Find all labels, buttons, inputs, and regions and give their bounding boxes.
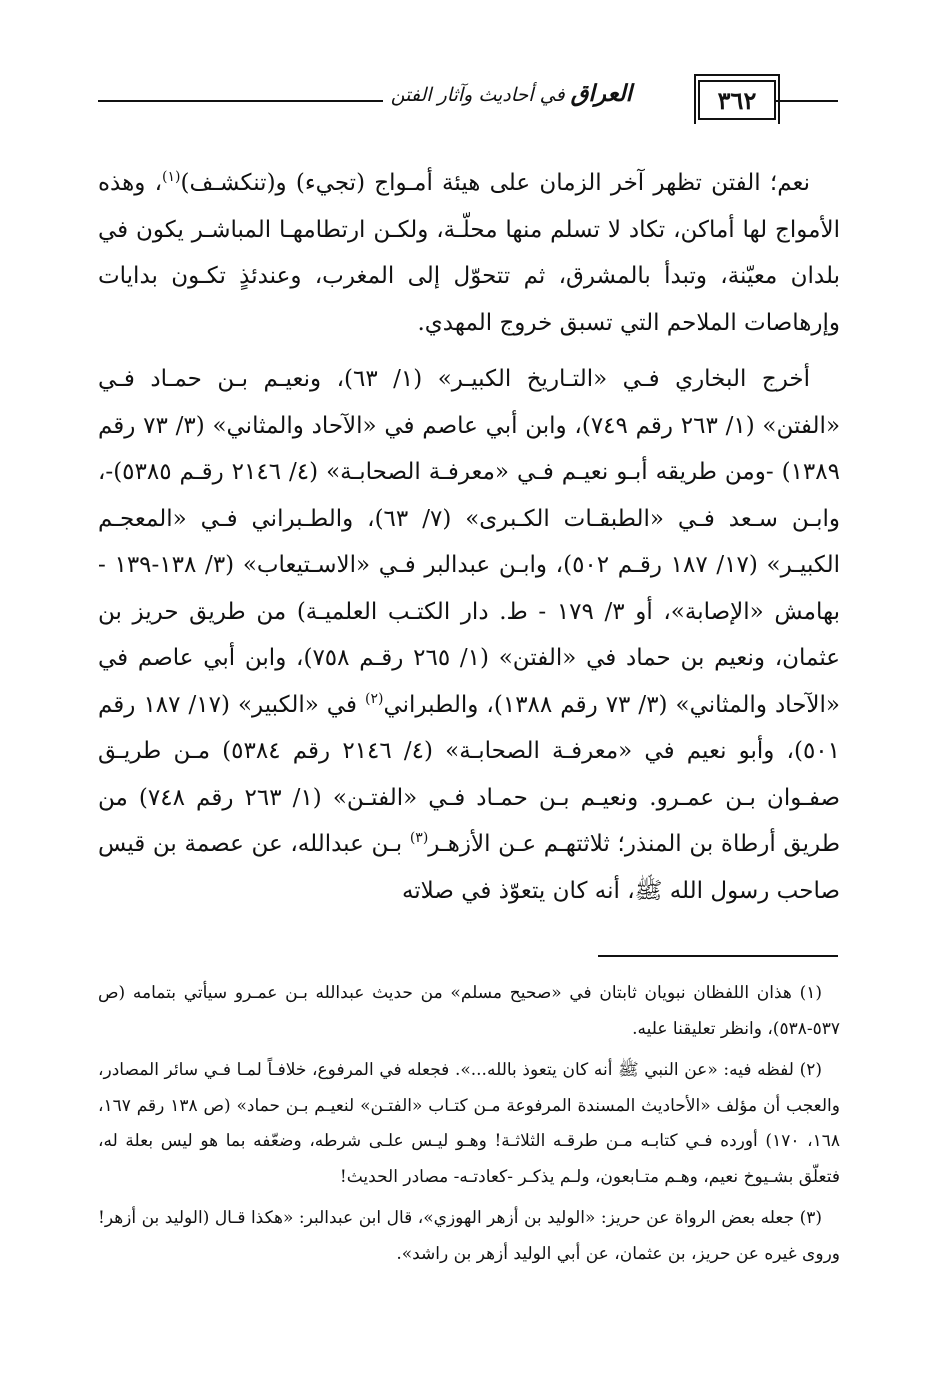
main-text (98, 160, 840, 914)
footnote-ref-1: (١) (162, 169, 181, 185)
paragraph-2 (98, 356, 840, 914)
footnote-1: (١) هذان اللفظان نبويان ثابتان في «صحيح مسلم» من حديث عبدالله بـن عمـرو سيأتي بتمامه (ص ٥٣٧-٥٣٨)، وانظر تعليقنا عليه. (98, 983, 840, 1039)
footnotes (98, 976, 840, 1278)
header-rule-right (774, 100, 838, 102)
page-number: ٣٦٢ (717, 85, 757, 115)
footnote-2: (٢) لفظه فيه: «عن النبي ﷺ أنه كان يتعوذ بالله...». فجعله في المرفوع، خلافـاً لمـا فـي سائر المصادر، والعجب أن مؤلف «الأحاديث المسندة المرفوعة مـن كتـاب «الفتـن» لنعيـم بـن حماد» (ص ١٣٨ رقم ١٦٧، ١٦٨، ١٧٠) أورده فـي كتابـه مـن طرقـه الثلاثـة! وهـو ليـس علـى شرطه، وضعّفه بما هو ليس بعلة له، فتعلّق بشـيوخ نعيم، وهـم متـابعون، ولـم يذكـر -كعادتـه- مصادر الحديث! (98, 1060, 841, 1187)
paragraph-1 (98, 160, 840, 346)
running-title-main: العراق (570, 80, 632, 107)
paragraph-2-text-a: أخرج البخاري فـي «التـاريخ الكبيـر» (١/ ٦٣)، ونعيـم بـن حمـاد فـي «الفتن» (١/ ٢٦٣ رقم ٧٤٩)، وابن أبي عاصم في «الآحاد والمثاني» (٣/ ٧٣ رقم ١٣٨٩) -ومن طريقه أبـو نعيـم فـي «معرفـة الصحابـة» (٤/ ٢١٤٦ رقـم ٥٣٨٥)-، وابـن سـعد فـي «الطبقـات الكـبرى» (٧/ ٦٣)، والطـبراني فـي «المعجـم الكبيـر» (١٧/ ١٨٧ رقـم ٥٠٢)، وابـن عبدالبر فـي «الاسـتيعاب» (٣/ ١٣٨-١٣٩ - بهامش «الإصابة»، أو ٣/ ١٧٩ - ط. دار الكتـب العلميـة) من طريق حريز بن عثمان، ونعيم بن حماد في «الفتن» (١/ ٢٦٥ رقـم ٧٥٨)، وابن أبي عاصم في «الآحاد والمثاني» (٣/ ٧٣ رقم ١٣٨٨)، والطبراني (98, 366, 841, 718)
paragraph-1-continuation: ، وهذه الأمواج لها أماكن، تكاد لا تسلم منها محلّـة، ولكـن ارتطامهـا المباشـر يكون في بلدان معيّنة، وتبدأ بالمشرق، ثم تتحوّل إلى المغرب، وعندئذٍ تكـون بدايات وإرهاصات الملاحم التي تسبق خروج المهدي. (98, 170, 840, 336)
page-number-box (698, 80, 776, 120)
paragraph-2-text-c: بـن عبدالله، عن عصمة بن قيس صاحب رسول الله ﷺ، أنه كان يتعوّذ في صلاته (98, 831, 840, 904)
footnote-3: (٣) جعله بعض الرواة عن حريز: «الوليد بن أزهر الهوزي»، قال ابن عبدالبر: «هكذا قـال (الوليد بن أزهر! وروى غيره عن حريز، بن عثمان، عن أبي الوليد أزهر بن راشد». (98, 1208, 840, 1264)
footnote-ref-3: (٣) (409, 830, 429, 846)
running-title (383, 80, 640, 107)
paragraph-2-text-b: في «الكبير» (١٧/ ١٨٧ رقم ٥٠١)، وأبو نعيم في «معرفـة الصحابـة» (٤/ ٢١٤٦ رقم ٥٣٨٤) مـن طريـق صفـوان بـن عمـرو. ونعيـم بـن حمـاد فـي «الفتـن» (١/ ٢٦٣ رقم ٧٤٨) من طريق أرطاة بن المنذر؛ ثلاثتهـم عـن الأزهـر (98, 691, 841, 857)
running-title-rest: في أحاديث وآثار الفتن (390, 84, 571, 106)
footnote-separator (598, 955, 838, 957)
paragraph-1-text: نعم؛ الفتن تظهر آخر الزمان على هيئة أمـواج (تجيء) و(تنكشـف) (180, 170, 811, 196)
page-header (98, 68, 838, 124)
footnote-ref-2: (٢) (364, 690, 384, 707)
